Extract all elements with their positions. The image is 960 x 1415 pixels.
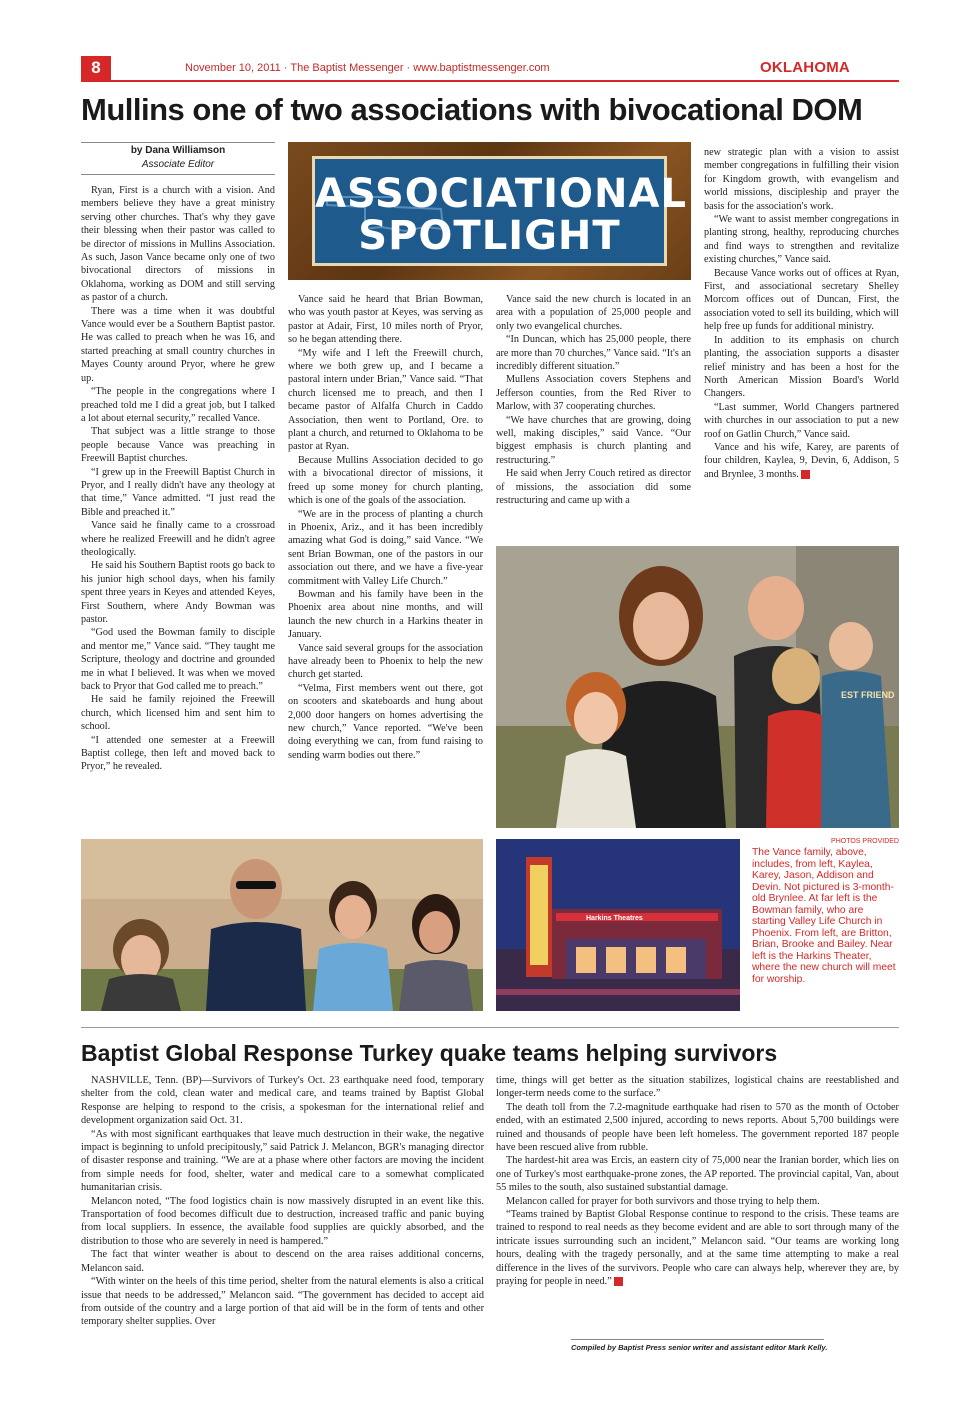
paragraph: “I grew up in the Freewill Baptist Church in Pryor, and I really didn't have any theology at that time,” Vance admitted. “I just read the Bible and preached it.” [81,466,275,518]
paragraph: “Velma, First members went out there, got on scooters and skateboards and hung about 2,000 door hangers on homes advertising the new church,” Vance reported. “We've been doing everything we can, from fund raising to sending warm bodies out there.” [288,682,483,761]
paragraph: The death toll from the 7.2-magnitude earthquake had risen to 570 as the month of October ended, with an estimated 2,500 injured, according to news reports. About 5,700 buildings were ruined and thousands of people have been left homeless. The government reported 187 people have been rescued alive from rubble. [496,1101,899,1154]
compiled-rule [571,1339,824,1340]
paragraph: He said when Jerry Couch retired as director of missions, the association did some restructuring and came up with a [496,468,691,507]
paragraph: Melancon called for prayer for both survivors and those trying to help them. [506,1195,820,1207]
photo-caption: The Vance family, above, includes, from left, Kaylea, Karey, Jason, Addison and Devin. Not pictured is 3-month-old Brynlee. At far left is the Bowman family, who are starting Valley Life Church in Phoenix. From left, are Britton, Brian, Brooke and Bailey. Near left is the Harkins Theater, where the new church will meet for worship. [752,847,896,985]
paragraph: new strategic plan with a vision to assist member congregations in fulfilling their vision for Kingdom growth, with evangelism and world missions, discipleship and prayer the basis for the association's work. [704,147,899,212]
logo-panel [312,156,687,266]
paragraph: Vance said the new church is located in an area with a population of 25,000 people and only two evangelical churches. [496,294,691,332]
shirt-text: EST FRIEND [841,690,895,700]
paragraph: Because Vance works out of offices at Ryan, First, and associational secretary Shelley Morcom offices out of Duncan, First, the association voted to sell its building, which will help free up funds for additional ministry. [704,267,899,333]
paragraph: “My wife and I left the Freewill church, where we both grew up, and I became a pastoral intern under Brian,” Vance said. “That church licensed me to preach, and then I became pastor of Alfalfa Church in Caddo Association, then went to Portland, Ore. to plant a church, and returned to Oklahoma to be pastor at Ryan. [288,347,483,453]
header-dateline: November 10, 2011 · The Baptist Messenger · www.baptistmessenger.com [185,62,550,74]
article-column-1 [81,184,275,774]
byline-rule-bottom [81,174,275,175]
article2-headline: Baptist Global Response Turkey quake teams helping survivors [81,1040,778,1066]
paragraph: That subject was a little strange to those people because Vance was preaching in Freewill Baptist churches. [81,426,275,465]
harkins-theater-illustration [496,839,740,1011]
paragraph: “I attended one semester at a Freewill Baptist college, then left and moved back to Pryor,” he revealed. [81,734,275,773]
vance-family-illustration [496,546,899,828]
logo-text-line1: ASSOCIATIONAL [315,171,687,217]
paragraph: Vance said several groups for the association have already been to Phoenix to help the new church get started. [288,642,483,681]
photo-credit: PHOTOS PROVIDED [831,838,899,845]
end-mark-icon: M [614,1277,623,1286]
paragraph: “We want to assist member congregations in planting strong, healthy, reproducing churches and find ways to strengthen and revitalize existing churches,” Vance said. [704,214,899,266]
theater-sign: Harkins Theatres [586,915,643,922]
article-headline: Mullins one of two associations with bivocational DOM [81,92,863,127]
paragraph [704,441,899,481]
compiled-credit: Compiled by Baptist Press senior writer and assistant editor Mark Kelly. [571,1343,828,1352]
paragraph: He said he family rejoined the Freewill church, which licensed him and sent him to school. [81,694,275,733]
paragraph: “We are in the process of planting a church in Phoenix, Ariz., and it has been incredibly amazing what God is doing,” said Vance. “We sent Brian Bowman, one of the pastors in our association out there, and we have a five-year commitment with Valley Life Church.” [288,508,483,587]
byline: by Dana Williamson [130,145,226,156]
article2-column-2 [496,1074,899,1289]
vance-family-photo [496,546,899,828]
byline-role: Associate Editor [141,159,215,170]
paragraph: The fact that winter weather is about to descend on the area raises additional concerns, Melancon said. [81,1249,484,1274]
logo-text-line2: SPOTLIGHT [358,213,621,259]
bowman-family-photo [81,839,483,1011]
paragraph: The hardest-hit area was Ercis, an eastern city of 75,000 near the Iranian border, which lies on one of Turkey's most earthquake-prone zones, the AP reported. The provincial capital, Van, about 55 miles to the south, also sustained substantial damage. [496,1155,899,1194]
paragraph: time, things will get better as the situation stabilizes, logistical chains are reestablished and longer-term needs come to the surface.” [496,1075,899,1100]
paragraph: “The people in the congregations where I preached told me I did a great job, but I talked a lot about eternal security,” recalled Vance. [81,386,275,424]
section-label: OKLAHOMA [760,59,850,76]
paragraph: “In Duncan, which has 25,000 people, there are more than 70 churches,” Vance said. “It's an incredibly different situation.” [496,334,691,373]
associational-spotlight-logo [288,142,691,280]
byline-rule-top [81,142,275,143]
paragraph: Because Mullins Association decided to go with a bivocational director of missions, it freed up some money for church planting, which is one of the goals of the association. [288,454,483,507]
section-rule [81,1027,899,1028]
paragraph-text: “Teams trained by Baptist Global Response continue to respond to the crisis. These teams are trained to respond to real needs as they become evident and are able to sort through many of the intricate issues surrounding such an incident,” Melancon said. “Our teams are working long hours, dealing with the tragedy personally, and at the same time attempting to make a real difference in the lives of the survivors. People who care can always help, wherever they are, by praying for people in need.” [496,1209,899,1288]
header-rule [81,80,899,82]
article-column-2 [288,293,483,762]
paragraph: Vance said he finally came to a crossroad where he realized Freewill and he didn't agree theologically. [81,520,275,558]
harkins-theater-photo [496,839,740,1011]
paragraph: “With winter on the heels of this time period, shelter from the natural elements is also a critical issue that needs to be addressed,” Melancon said. “The government has decided to accept aid from outside of the country and a large portion of that aid will be in the form of tents and other temporary shelter supplies. Over [81,1276,484,1328]
paragraph [496,1208,899,1288]
paragraph: NASHVILLE, Tenn. (BP)—Survivors of Turkey's Oct. 23 earthquake need food, temporary shelter from the cold, clean water and medical care, and teams trained by Baptist Global Response are helping to respond to the crisis, a spokesman for the international relief and development organization said Oct. 31. [81,1075,484,1127]
paragraph: Ryan, First is a church with a vision. And members believe they have a great ministry serving other churches. That's why they gave their blessing when their pastor was called to be director of missions in Mullins Association. As such, Jason Vance became only one of two bivocational directors of missions in Oklahoma, working as DOM and still serving as pastor of a church. [81,185,275,304]
paragraph: “Last summer, World Changers partnered with churches in our association to put a new roof on Gatlin Church,” Vance said. [704,401,899,440]
paragraph: Melancon noted, “The food logistics chain is now massively disrupted in an event like this. Transportation of food becomes difficult due to destruction, increased traffic and panic buying from local suppliers. In essence, the available food supplies are quickly absorbed, and the distribution to those who are severely in need is hampered.” [81,1195,484,1247]
page-number: 8 [81,56,111,80]
end-mark-icon: M [801,470,810,479]
paragraph: Mullens Association covers Stephens and Jefferson counties, from the Red River to Marlow, with 37 cooperating churches. [496,374,691,413]
article2-column-1 [81,1074,484,1329]
paragraph-text: Vance and his wife, Karey, are parents of four children, Kaylea, 9, Devin, 6, Addison, 5 and Brynlee, 3 months. [704,441,899,480]
bowman-family-illustration [81,839,483,1011]
paragraph: There was a time when it was doubtful Vance would ever be a Southern Baptist pastor. He was called to preach when he was 16, and started preaching at small country churches in Mayes County around Pryor, where he grew up. [81,305,275,384]
article-column-3 [496,293,691,508]
paragraph: He said his Southern Baptist roots go back to his junior high school days, when his family spent three years in Keyes and attended Keyes, First Southern, where Andy Bowman was pastor. [81,560,275,625]
paragraph: In addition to its emphasis on church planting, the association supports a disaster relief ministry and has been a host for the North American Mission Board's World Changers. [704,334,899,400]
paragraph: “God used the Bowman family to disciple and mentor me,” Vance said. “They taught me Scripture, theology and doctrine and grounded me in what I believed. It was when we moved back to Pryor that God called me to preach.” [81,627,275,693]
paragraph: “As with most significant earthquakes that leave much destruction in their wake, the negative impact is beginning to unfold precipitously,” said Patrick J. Melancon, BGR's managing director of disaster response and training. “We are at a phase where other factors are moving the incident from simple needs for food, shelter, water and medical care to a somewhat complicated humanitarian crisis. [81,1128,484,1194]
paragraph: “We have churches that are growing, doing well, making disciples,” said Vance. “Our biggest emphasis is church planting and restructuring.” [496,414,691,466]
article-column-4 [704,146,899,481]
paragraph: Vance said he heard that Brian Bowman, who was youth pastor at Keyes, was serving as pastor at Adair, First, 10 miles north of Pryor, so he began attending there. [288,294,483,346]
paragraph: Bowman and his family have been in the Phoenix area about nine months, and will launch the new church in a Harkins theater in January. [288,588,483,641]
